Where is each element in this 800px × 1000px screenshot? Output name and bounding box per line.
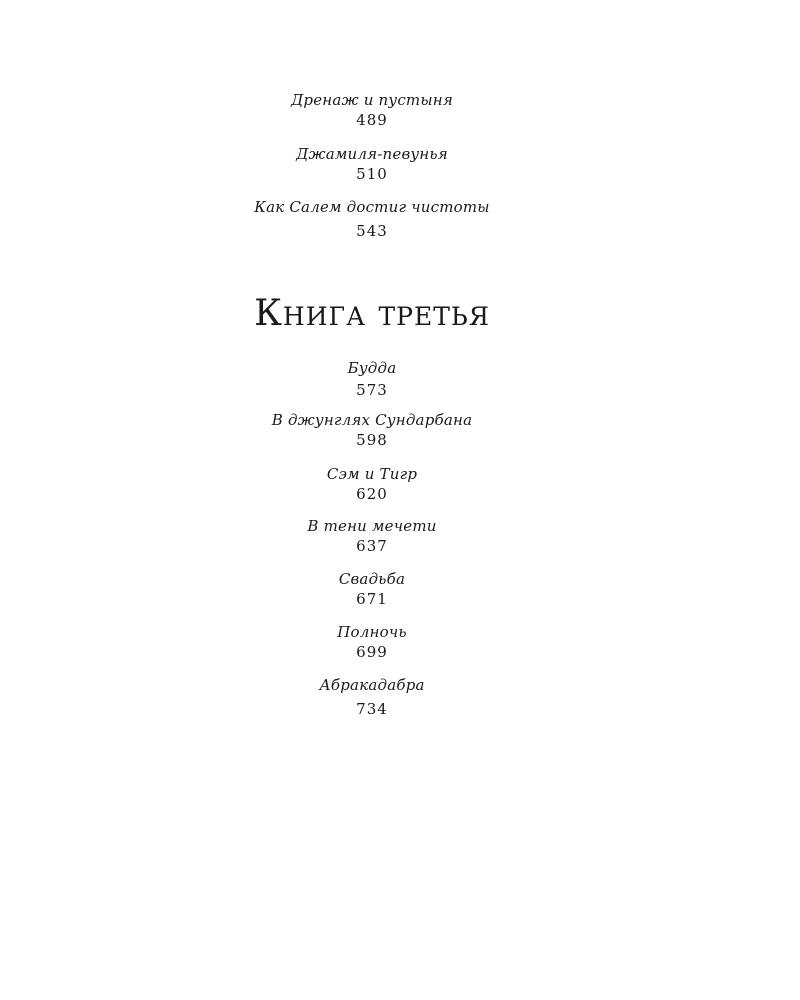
- toc-entry[interactable]: [0, 623, 744, 661]
- toc-entry[interactable]: [0, 465, 744, 503]
- toc-entry-page: 734: [356, 700, 388, 718]
- toc-entry-title: Полночь: [337, 623, 407, 641]
- toc-entry-page: 510: [356, 165, 388, 183]
- toc-entry[interactable]: [0, 676, 744, 718]
- toc-entry-page: 598: [356, 431, 388, 449]
- toc-entry[interactable]: [0, 359, 744, 399]
- toc-entry-page: 543: [356, 222, 388, 240]
- toc-entry-title: Свадьба: [338, 570, 406, 588]
- toc-entry[interactable]: [0, 411, 744, 449]
- toc-entry-title: Дренаж и пустыня: [291, 91, 453, 109]
- toc-entry-page: 699: [356, 643, 388, 661]
- toc-entry-title: Джамиля-певунья: [296, 145, 448, 163]
- toc-entry[interactable]: [0, 517, 744, 555]
- toc-entry[interactable]: [0, 145, 744, 183]
- toc-entry-page: 573: [356, 381, 388, 399]
- toc-entry-page: 671: [356, 590, 388, 608]
- toc-entry[interactable]: [0, 91, 744, 129]
- toc-entry-page: 637: [356, 537, 388, 555]
- toc-entry-page: 489: [356, 111, 388, 129]
- toc-entry-title: Абракадабра: [319, 676, 425, 694]
- toc-entry[interactable]: [0, 570, 744, 608]
- book-heading: Книга третья: [254, 293, 490, 334]
- toc-entry-title: Будда: [347, 359, 397, 377]
- toc-entry-title: В тени мечети: [307, 517, 437, 535]
- toc-entry-page: 620: [356, 485, 388, 503]
- toc-entry-title: Сэм и Тигр: [326, 465, 418, 483]
- toc-entry[interactable]: [0, 198, 744, 240]
- toc-entry-title: Как Салем достиг чистоты: [254, 198, 490, 216]
- toc-entry-title: В джунглях Сундарбана: [271, 411, 473, 429]
